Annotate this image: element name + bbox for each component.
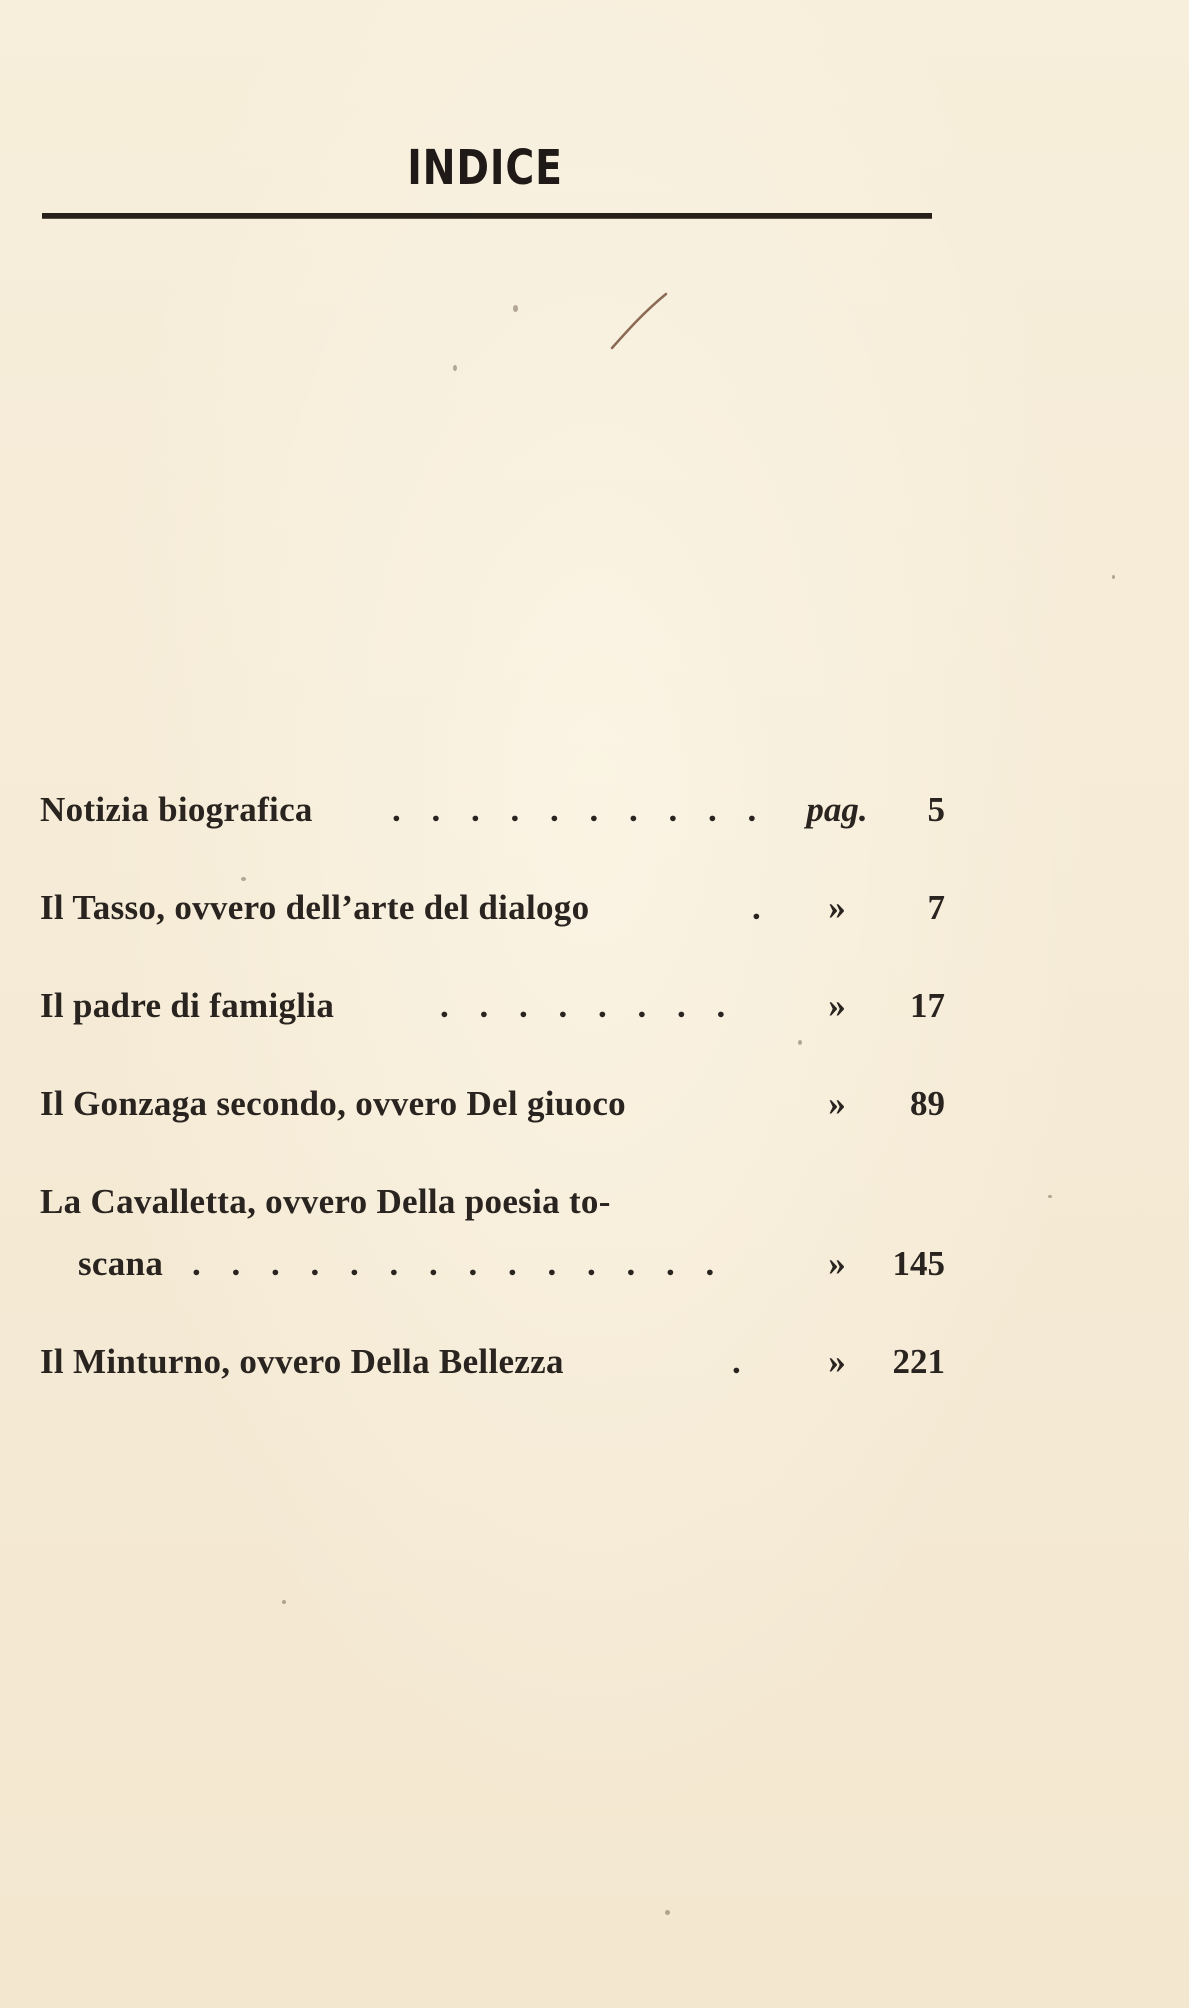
entry-title: Il Tasso, ovvero dell’arte del dialogo	[40, 888, 590, 927]
leader-dots: . . . . . . . . . .	[392, 790, 768, 829]
ditto-mark: »	[828, 1244, 846, 1283]
paper-speck	[513, 305, 518, 312]
entry-title: Il padre di famiglia	[40, 986, 335, 1025]
paper-speck	[453, 365, 457, 371]
page-number: 5	[927, 790, 945, 829]
page-number: 145	[892, 1244, 945, 1283]
paper-speck	[665, 1910, 670, 1915]
toc-entry	[40, 1342, 945, 1392]
toc-entry	[40, 1084, 945, 1134]
page-number: 7	[927, 888, 945, 927]
page-label: pag.	[806, 790, 868, 829]
page-title: INDICE	[407, 140, 563, 196]
toc-entry	[40, 1182, 945, 1232]
leader-dots: .	[732, 1342, 752, 1381]
ditto-mark: »	[828, 1084, 846, 1123]
pencil-mark	[610, 290, 670, 350]
page-number: 221	[892, 1342, 945, 1381]
page-number: 17	[910, 986, 945, 1025]
paper-speck	[1112, 575, 1115, 579]
toc-entry	[40, 986, 945, 1036]
ditto-mark: »	[828, 986, 846, 1025]
paper-speck	[241, 877, 246, 881]
entry-title: Il Minturno, ovvero Della Bellezza	[40, 1342, 564, 1381]
toc-entry	[40, 888, 945, 938]
leader-dots: .	[752, 888, 772, 927]
entry-title: La Cavalletta, ovvero Della poesia to-	[40, 1182, 611, 1221]
title-rule	[42, 213, 932, 219]
paper-speck	[798, 1040, 802, 1045]
toc-entry	[40, 790, 945, 840]
paper-speck	[282, 1600, 286, 1604]
entry-title: Il Gonzaga secondo, ovvero Del giuoco	[40, 1084, 626, 1123]
paper-speck	[1048, 1195, 1052, 1198]
leader-dots: . . . . . . . .	[440, 986, 737, 1025]
entry-title: scana	[78, 1244, 164, 1283]
ditto-mark: »	[828, 888, 846, 927]
leader-dots: . . . . . . . . . . . . . .	[192, 1244, 726, 1283]
page-number: 89	[910, 1084, 945, 1123]
toc-entry-continuation	[40, 1244, 945, 1294]
entry-title: Notizia biografica	[40, 790, 313, 829]
ditto-mark: »	[828, 1342, 846, 1381]
